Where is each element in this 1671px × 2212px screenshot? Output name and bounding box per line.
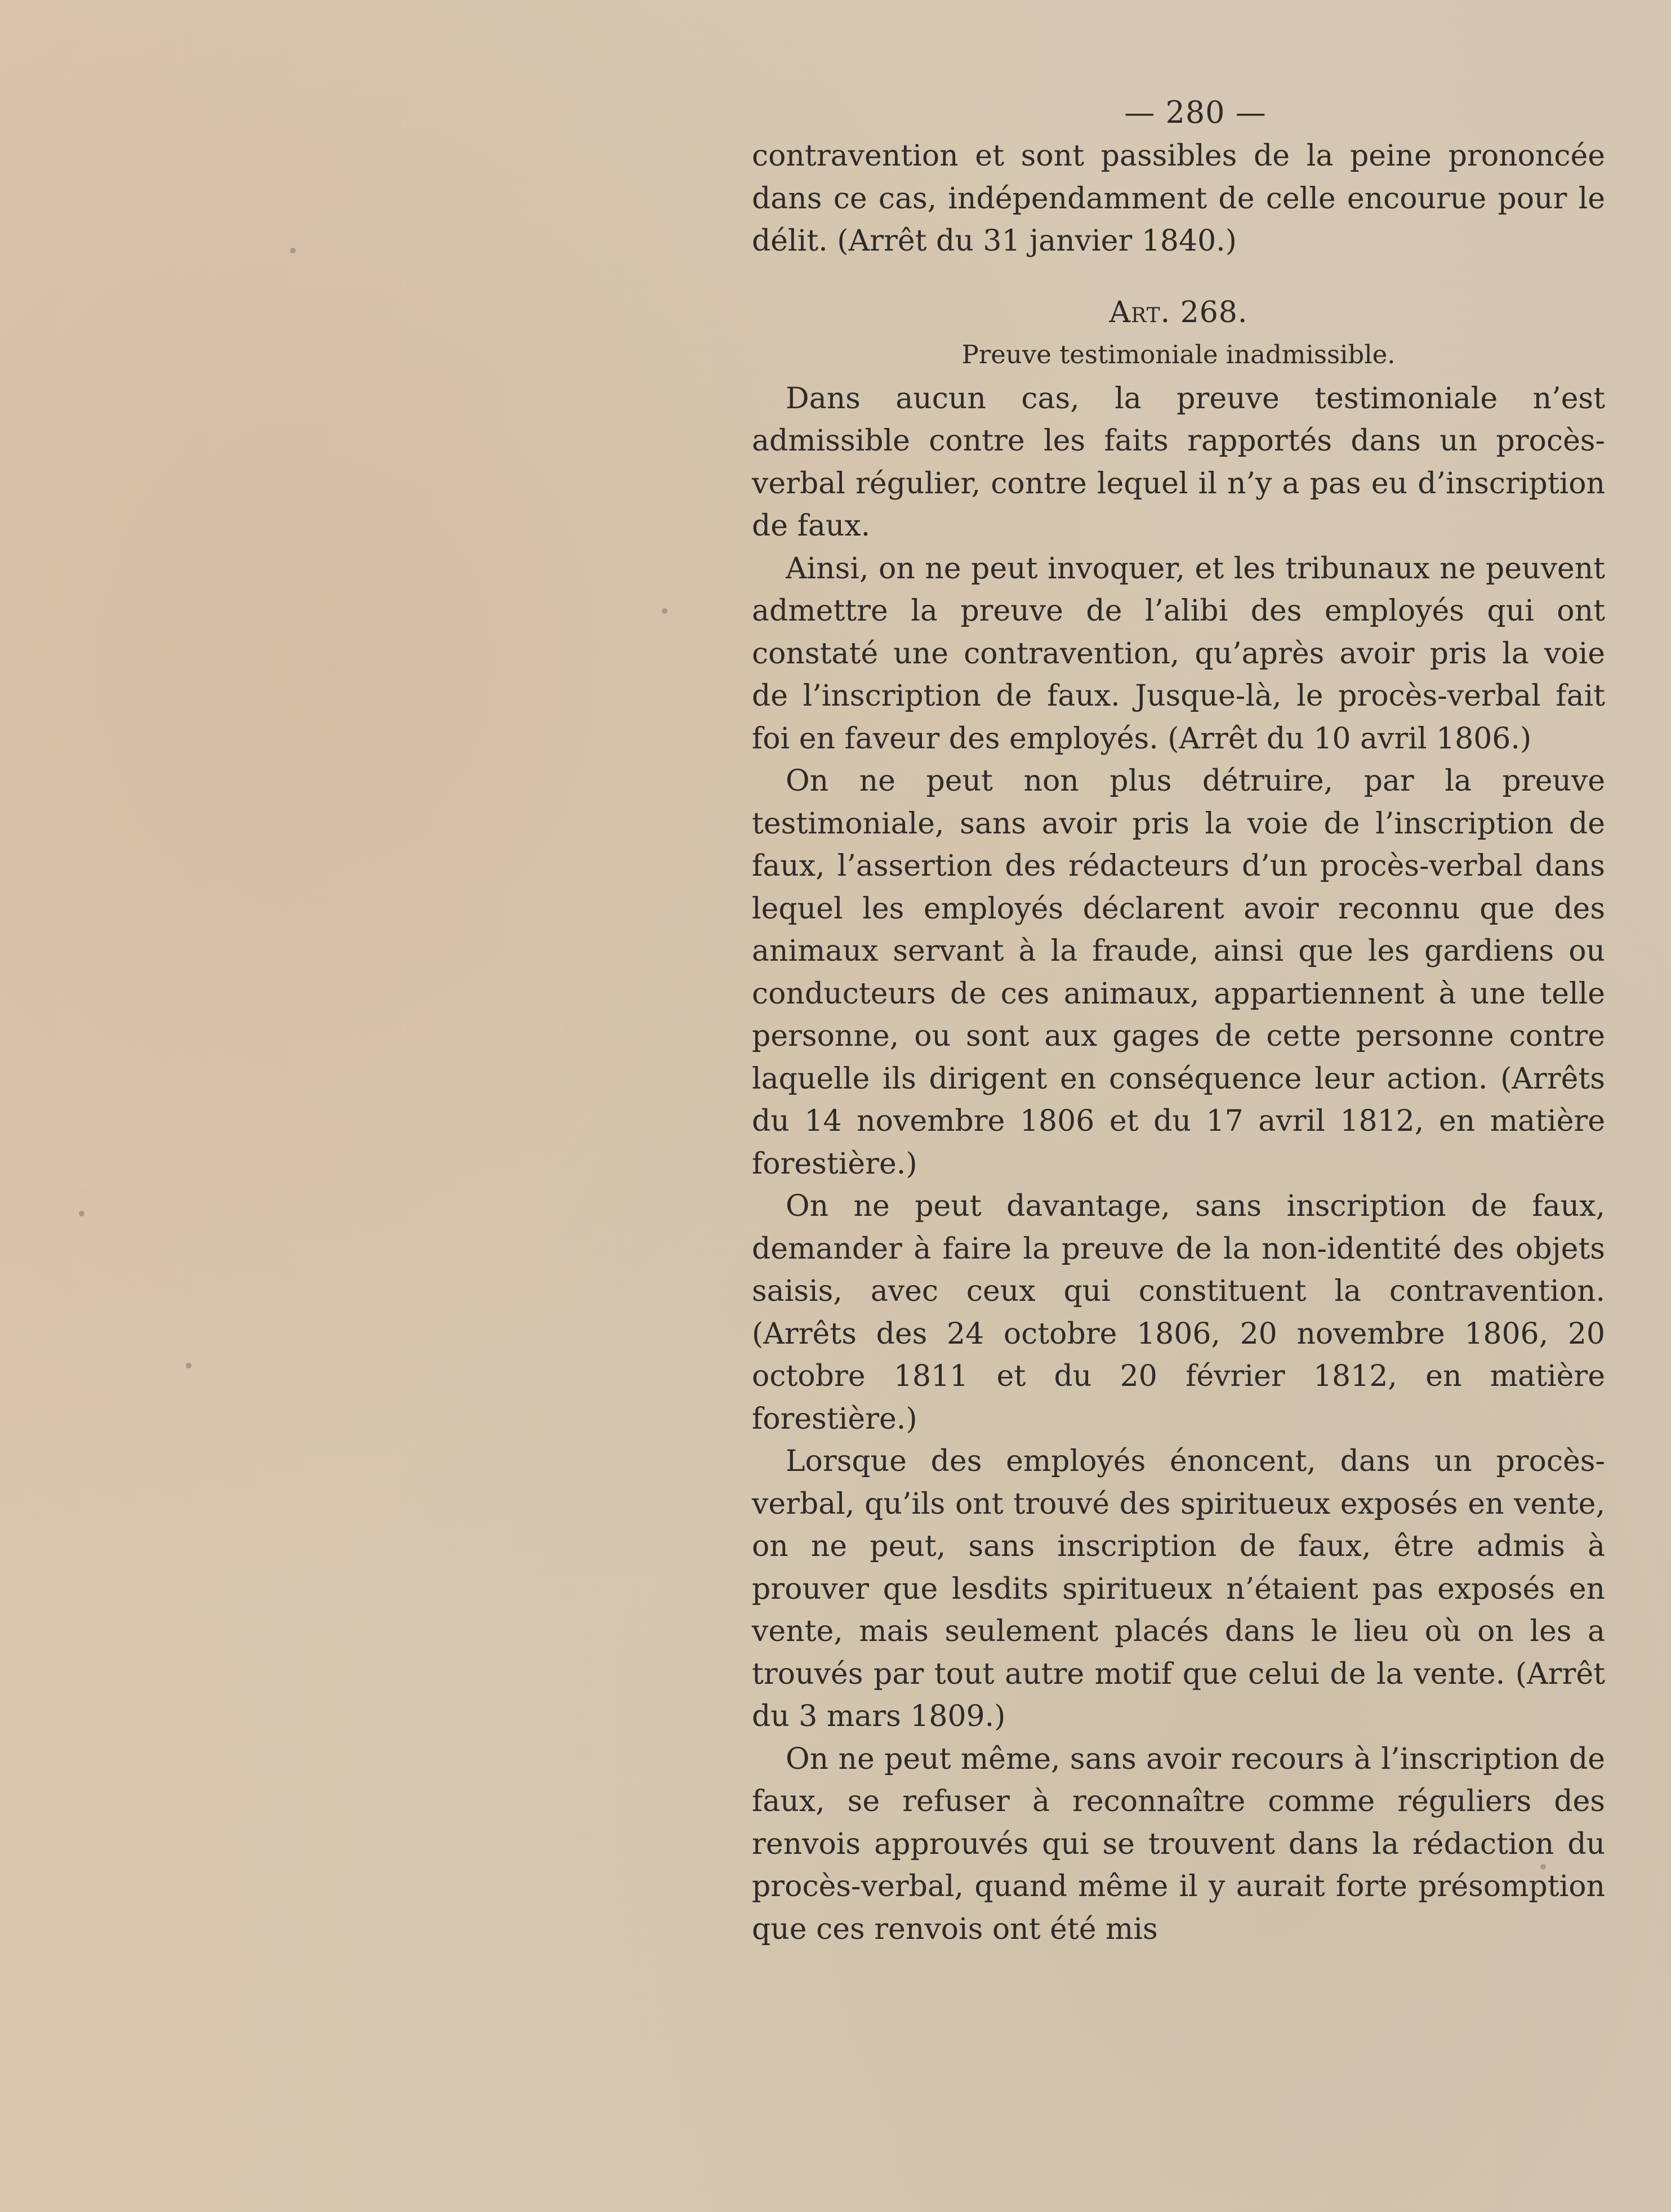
paper-spot: [290, 248, 296, 253]
article-subtitle: Preuve testimoniale inadmissible.: [961, 339, 1396, 369]
article-heading: Art. 268.: [1109, 295, 1248, 329]
text-column: [752, 90, 1605, 1951]
opening-paragraph: contravention et sont passibles de la peine prononcée dans ce cas, indépendamment de celle encourue pour le délit. (Arrêt du 31 janvier 1840.): [752, 139, 1605, 258]
paper-spot: [662, 608, 667, 614]
page-number: — 280 —: [1124, 95, 1267, 130]
body-paragraph: On ne peut non plus détruire, par la preuve testimoniale, sans avoir pris la voie de l’inscription de faux, l’assertion des rédacteurs d’un procès-verbal dans lequel les employés déclarent avoir reconnu que des animaux servant à la fraude, ainsi que les gardiens ou conducteurs de ces animaux, appartiennent à une telle personne, ou sont aux gages de cette personne contre laquelle ils dirigent en conséquence leur action. (Arrêts du 14 novembre 1806 et du 17 avril 1812, en matière forestière.): [752, 764, 1605, 1181]
body-paragraph: Dans aucun cas, la preuve testimoniale n’est admissible contre les faits rapportés dans un procès-verbal régulier, contre lequel il n’y a pas eu d’inscription de faux.: [752, 381, 1605, 543]
paper-spot: [186, 1363, 191, 1368]
body-paragraph: On ne peut même, sans avoir recours à l’inscription de faux, se refuser à reconnaître comme réguliers des renvois approuvés qui se trouvent dans la rédaction du procès-verbal, quand même il y aurait forte présomption que ces renvois ont été mis: [752, 1742, 1605, 1946]
body-paragraph: Ainsi, on ne peut invoquer, et les tribunaux ne peuvent admettre la preuve de l’alibi des employés qui ont constaté une contravention, qu’après avoir pris la voie de l’inscription de faux. Jusque-là, le procès-verbal fait foi en faveur des employés. (Arrêt du 10 avril 1806.): [752, 551, 1605, 756]
paper-spot: [79, 1211, 84, 1216]
body-paragraph: Lorsque des employés énoncent, dans un procès-verbal, qu’ils ont trouvé des spiritueux exposés en vente, on ne peut, sans inscription de faux, être admis à prouver que lesdits spiritueux n’étaient pas exposés en vente, mais seulement placés dans le lieu où on les a trouvés par tout autre motif que celui de la vente. (Arrêt du 3 mars 1809.): [752, 1444, 1605, 1733]
body-paragraph: On ne peut davantage, sans inscription de faux, demander à faire la preuve de la non-identité des objets saisis, avec ceux qui constituent la contravention. (Arrêts des 24 octobre 1806, 20 novembre 1806, 20 octobre 1811 et du 20 février 1812, en matière forestière.): [752, 1189, 1605, 1436]
